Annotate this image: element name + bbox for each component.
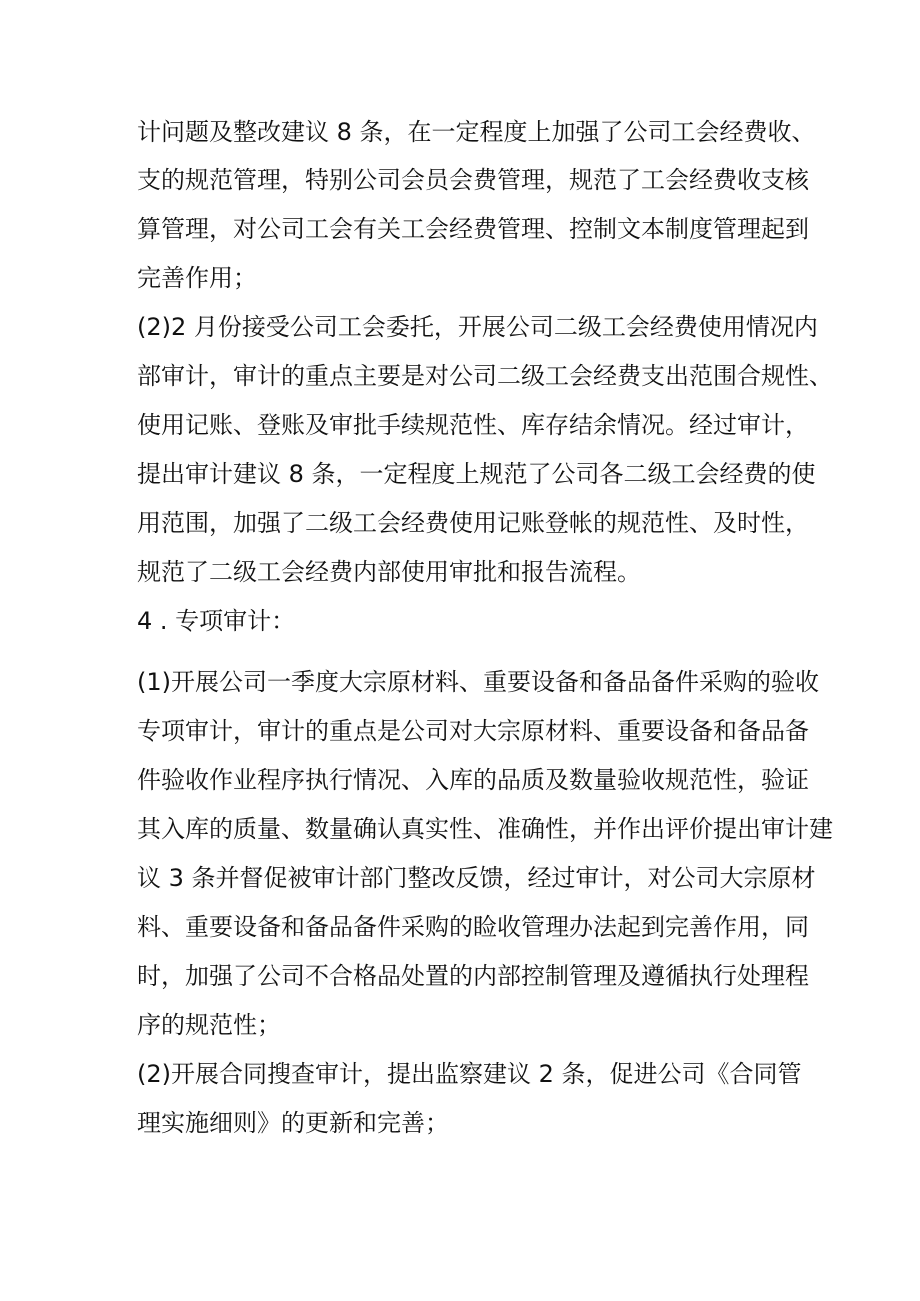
text-line: 支的规范管理，特别公司会员会费管理，规范了工会经费收支核 bbox=[137, 166, 809, 194]
text-line: (2)2 月份接受公司工会委托，开展公司二级工会经费使用情况内 bbox=[137, 313, 818, 341]
text-line: 件验收作业程序执行情况、入库的品质及数量验收规范性，验证 bbox=[137, 766, 809, 794]
text-line: 完善作用； bbox=[137, 264, 257, 292]
text-line: 理实施细则》的更新和完善； bbox=[137, 1109, 449, 1137]
text-line: 部审计，审计的重点主要是对公司二级工会经费支出范围合规性、 bbox=[137, 362, 833, 390]
text-line: 计问题及整改建议 8 条，在一定程度上加强了公司工会经费收、 bbox=[137, 118, 816, 146]
text-line: 用范围，加强了二级工会经费使用记账登帐的规范性、及时性， bbox=[137, 509, 809, 537]
text-line: 提出审计建议 8 条，一定程度上规范了公司各二级工会经费的使 bbox=[137, 460, 816, 488]
section-heading: 4 . 专项审计： bbox=[137, 607, 296, 635]
text-line: 序的规范性； bbox=[137, 1011, 281, 1039]
text-line: 专项审计，审计的重点是公司对大宗原材料、重要设备和备品备 bbox=[137, 717, 809, 745]
text-line: 议 3 条并督促被审计部门整改反馈，经过审计，对公司大宗原材 bbox=[137, 864, 816, 892]
text-line: 料、重要设备和备品备件采购的睑收管理办法起到完善作用，同 bbox=[137, 913, 809, 941]
text-line: 使用记账、登账及审批手续规范性、库存结余情况。经过审计， bbox=[137, 411, 809, 439]
text-line: (2)开展合同搜查审计，提出监察建议 2 条，促进公司《合同管 bbox=[137, 1060, 802, 1088]
text-line: 其入库的质量、数量确认真实性、准确性，并作出评价提出审计建 bbox=[137, 815, 833, 843]
text-line: (1)开展公司一季度大宗原材料、重要设备和备品备件采购的验收 bbox=[137, 668, 819, 696]
text-line: 规范了二级工会经费内部使用审批和报告流程。 bbox=[137, 558, 641, 586]
text-line: 时，加强了公司不合格品处置的内部控制管理及遵循执行处理程 bbox=[137, 962, 809, 990]
text-line: 算管理，对公司工会有关工会经费管理、控制文本制度管理起到 bbox=[137, 215, 809, 243]
